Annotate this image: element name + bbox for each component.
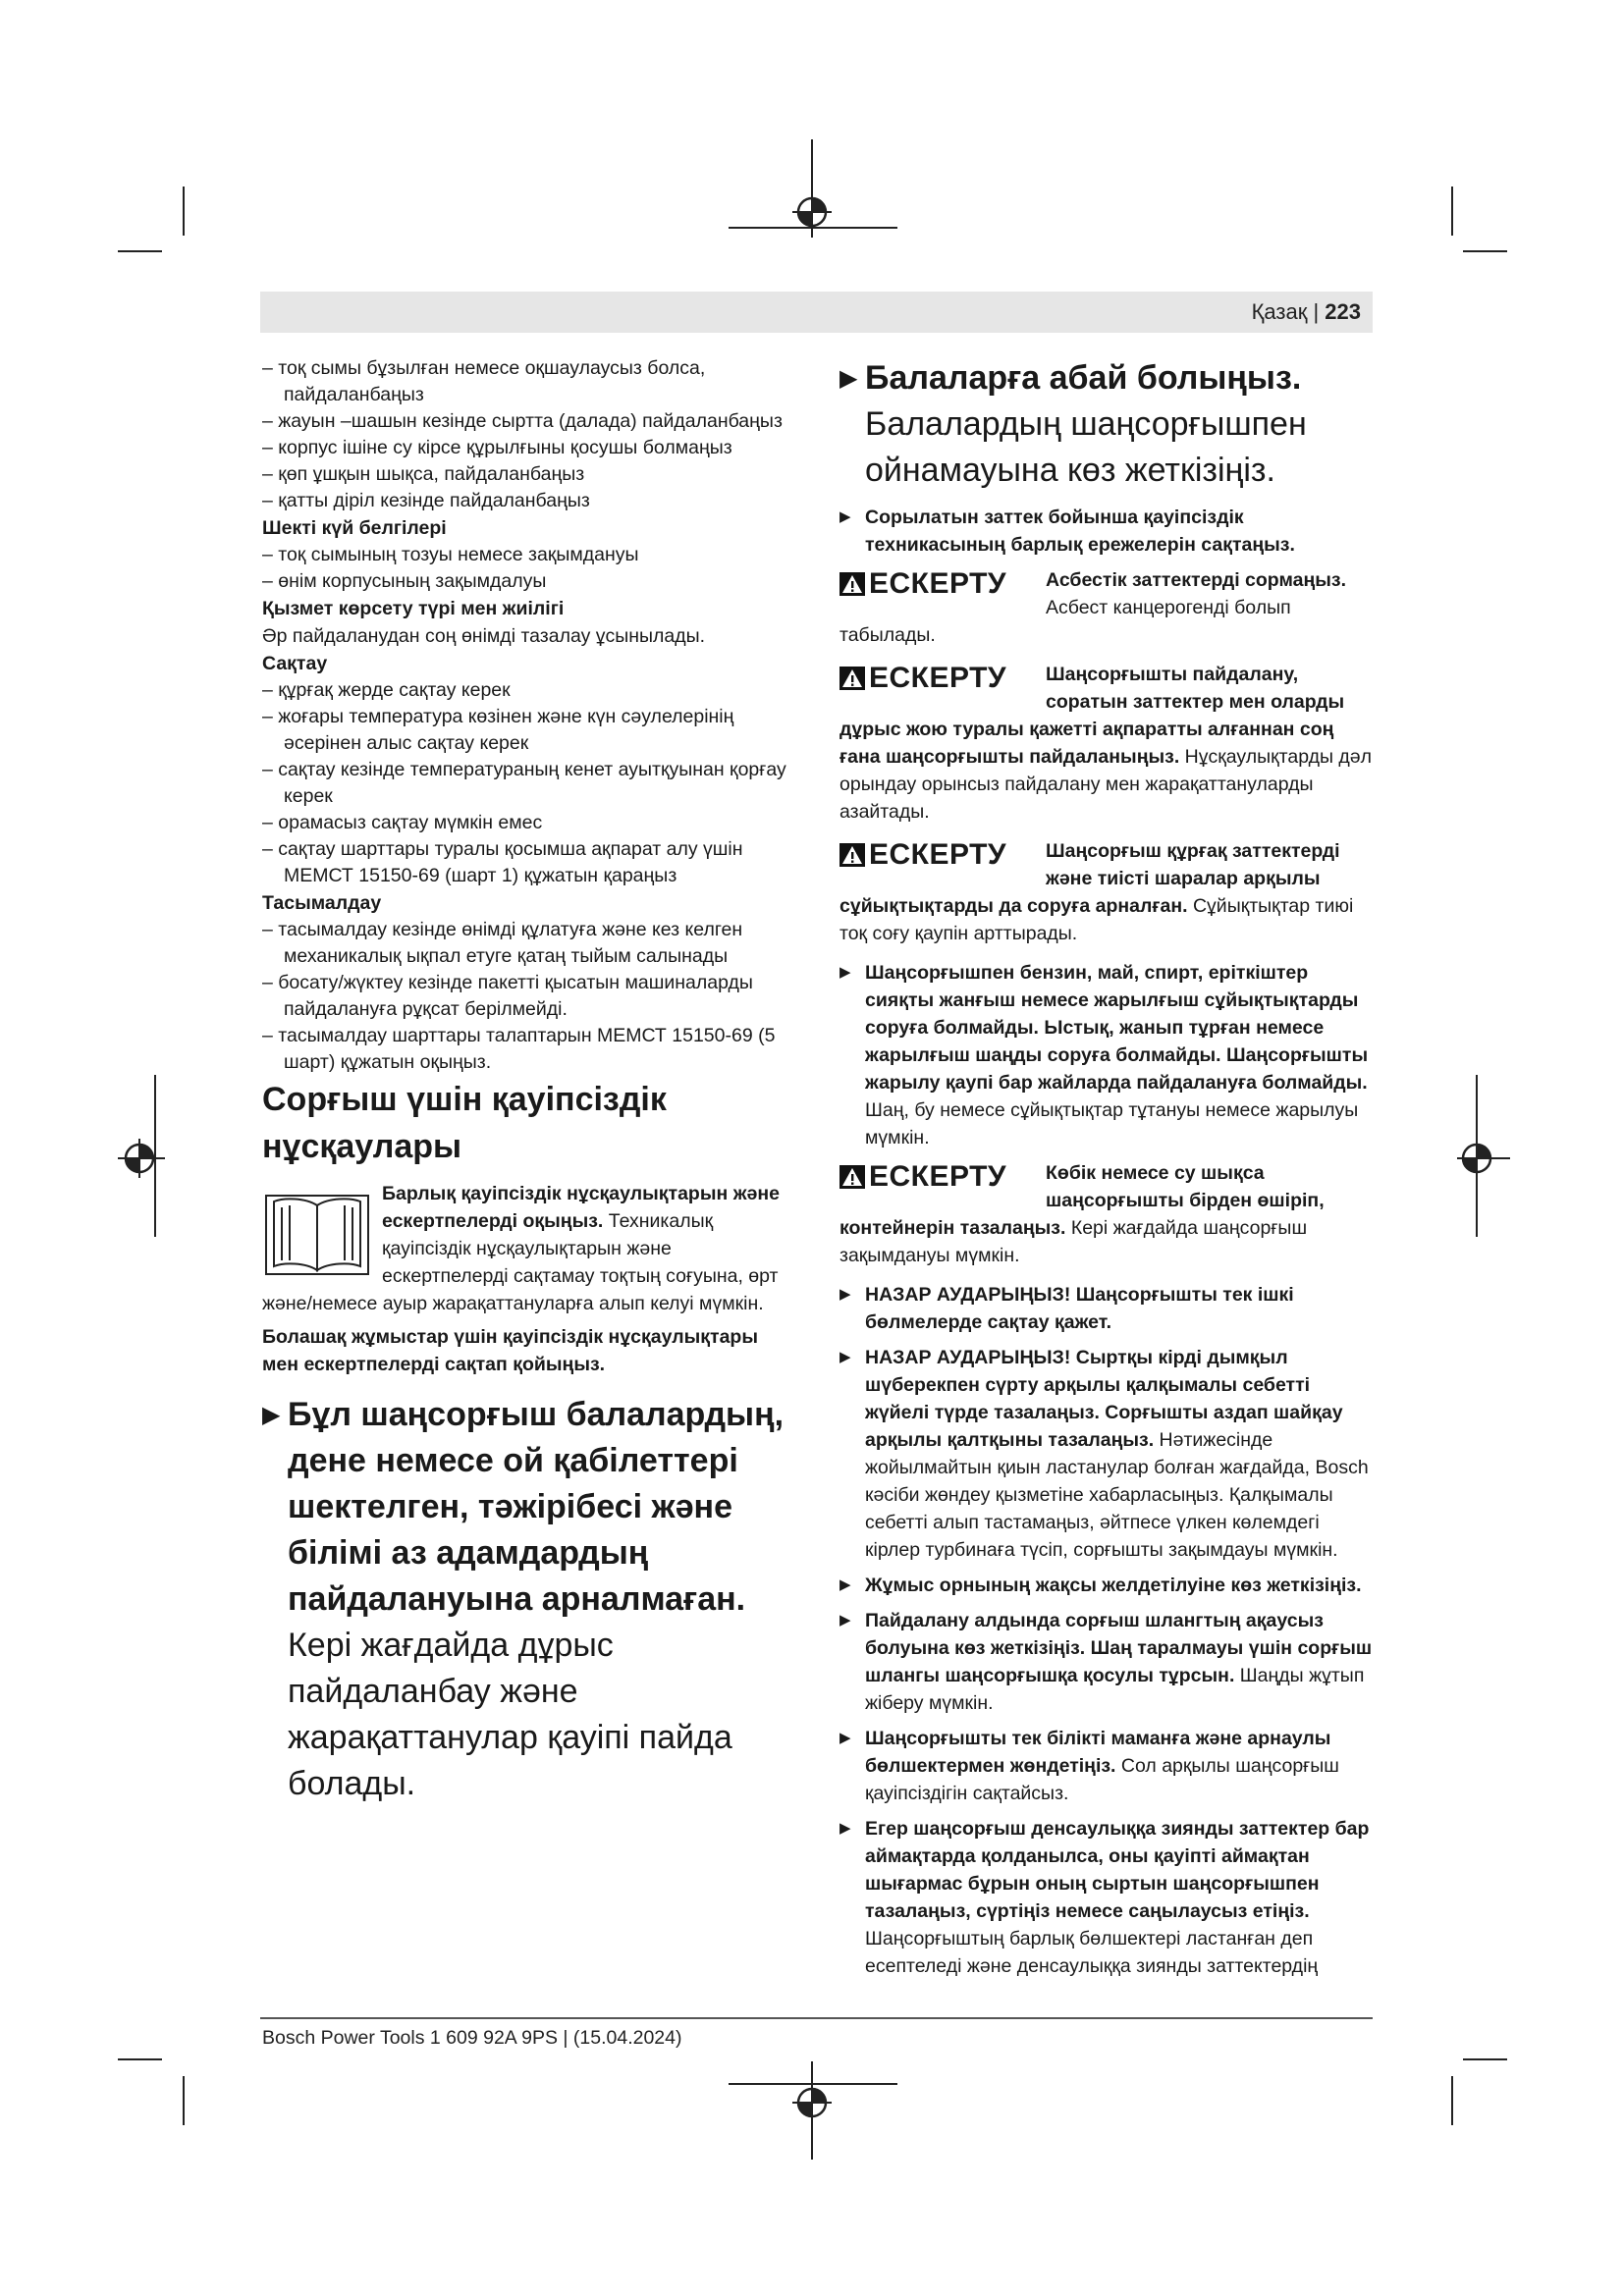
page-number: 223 (1325, 299, 1361, 324)
registration-target-icon (790, 2081, 834, 2124)
crop-mark (183, 187, 185, 236)
footer-rule (260, 2017, 1373, 2019)
crop-mark (1451, 187, 1453, 236)
warning-label: ЕСКЕРТУ (839, 661, 1046, 704)
list-item: – жауын –шашын кезінде сыртта (далада) пайдаланбаңыз (262, 410, 783, 432)
warning-triangle-icon (839, 572, 865, 596)
warning-block: ЕСКЕРТУ Шаңсорғышты пайдалану, соратын заттектер мен оларды дұрыс жою туралы қажетті ақпаратты алғаннан соң ғана шаңсорғышты пайдаланыңыз. Нұсқаулықтарды дәл орындау орынсыз пайдалану мен жарақаттануларды азайтады. (839, 662, 1373, 823)
bullet-item: ▶ Сорылатын заттек бойынша қауіпсіздік техникасының барлық ережелерін сақтаңыз. (839, 504, 1375, 559)
warning-block: ЕСКЕРТУ Көбік немесе су шықса шаңсорғышты бірден өшіріп, контейнерін тазалаңыз. Кері жағдайда шаңсорғыш зақымдануы мүмкін. (839, 1160, 1325, 1266)
list-item: – корпус ішіне су кірсе құрылғыны қосушы болмаңыз (262, 437, 732, 458)
list-item: – тасымалдау шарттары талаптарын МЕМСТ 15150-69 (5 шарт) құжатын оқыңыз. (262, 1025, 776, 1073)
section-title-limit: Шекті күй белгілері (262, 517, 447, 539)
list-item: – қөп ұшқын шықса, пайдаланбаңыз (262, 463, 585, 485)
bullet-arrow-icon: ▶ (839, 1576, 851, 1593)
registration-target-icon (118, 1137, 161, 1180)
bullet-item: ▶ Шаңсорғышты тек білікті маманға және арнаулы бөлшектермен жөндетіңіз. Сол арқылы шаңсорғыш қауіпсіздігін сақтайсыз. (839, 1725, 1375, 1807)
list-item: – жоғары температура көзінен және күн сәулелерінің әсерінен алыс сақтау керек (262, 706, 734, 754)
bullet-arrow-icon: ▶ (839, 508, 851, 525)
footer-text: Bosch Power Tools 1 609 92A 9PS | (15.04.2024) (262, 2027, 682, 2049)
warning-label: ЕСКЕРТУ (839, 837, 1046, 881)
bullet-arrow-icon: ▶ (839, 1286, 851, 1303)
crop-mark (1451, 2076, 1453, 2125)
children-warning-text: Балалардың шаңсорғышпен ойнамауына көз жеткізіңіз. (865, 405, 1307, 489)
registration-target-icon (790, 190, 834, 234)
right-column (839, 355, 1375, 1988)
list-item: – өнім корпусының зақымдалуы (262, 570, 547, 592)
warning-label: ЕСКЕРТУ (839, 566, 1046, 610)
service-text: Әр пайдаланудан соң өнімді тазалау ұсынылады. (262, 625, 706, 647)
bullet-arrow-icon: ▶ (839, 1730, 851, 1746)
bullet-item: ▶ Шаңсорғышпен бензин, май, спирт, еріткіштер сияқты жанғыш немесе жарылғыш сұйықтықтарды соруға болмайды. Ыстық, жанып тұрған немесе жарылғыш шаңды соруға болмайды. Шаңсорғышты жарылу қаупі бар жайларда пайдалануға болмайды. Шаң, бу немесе сұйықтықтар тұтануы немесе жарылуы мүмкін. (839, 959, 1375, 1151)
list-item: – орамасыз сақтау мүмкін емес (262, 812, 543, 833)
bullet-arrow-icon: ▶ (839, 1820, 851, 1837)
registration-target-icon (1455, 1137, 1498, 1180)
list-item: – тоқ сымы бұзылған немесе оқшаулаусыз болса, пайдаланбаңыз (262, 357, 706, 405)
warning-block: ЕСКЕРТУ Асбестік заттектерді сормаңыз. Асбест канцерогенді болып табылады. (839, 567, 1347, 646)
header-separator: | (1307, 299, 1326, 324)
list-item: – тасымалдау кезінде өнімді құлатуға және кез келген механикалық ықпал етуге қатаң тыйым салынады (262, 919, 743, 967)
section-title-storage: Сақтау (262, 653, 328, 674)
crop-mark (1463, 2058, 1507, 2060)
crop-mark (183, 2076, 185, 2125)
children-warning-bullet: ▶ Балаларға абай болыңыз. Балалардың шаңсорғышпен ойнамауына көз жеткізіңіз. (839, 355, 1375, 494)
crop-mark (118, 250, 162, 252)
warning-triangle-icon (839, 843, 865, 867)
read-instructions-text: Барлық қауіпсіздік нұсқаулықтарын және ескертпелерді оқыңыз. Техникалық қауіпсіздік нұсқаулықтарын және ескертпелерді сақтамау тоқтың соғуына, өрт және/немесе ауыр жарақаттануларға алып келуі мүмкін. (262, 1183, 780, 1314)
list-item: – сақтау шарттары туралы қосымша ақпарат алу үшін МЕМСТ 15150-69 (шарт 1) құжатын қараңыз (262, 838, 743, 886)
left-column (262, 355, 797, 1807)
language-section: Қазақ (1251, 299, 1308, 324)
children-restriction-bullet: ▶ Бұл шаңсорғыш балалардың, дене немесе ой қабілеттері шектелген, тәжірібесі және білімі аз адамдардың пайдалануына арналмаған. Кері жағдайда дұрыс пайдаланбау және жарақаттанулар қауіпі пайда болады. (262, 1392, 797, 1807)
list-item: – сақтау кезінде температураның кенет ауытқуынан қорғау керек (262, 759, 786, 807)
crop-mark (1463, 250, 1507, 252)
bullet-item: ▶ Жұмыс орнының жақсы желдетілуіне көз жеткізіңіз. (839, 1572, 1375, 1599)
list-item: – босату/жүктеу кезінде пакетті қысатын машиналарды пайдалануға рұқсат берілмейді. (262, 972, 753, 1020)
header-label (1252, 299, 1361, 325)
warning-block: ЕСКЕРТУ Шаңсорғыш құрғақ заттектерді және тиісті шаралар арқылы сұйықтықтарды да соруға арналған. Сұйықтықтар тиюі тоқ соғу қаупін арттырады. (839, 838, 1354, 944)
book-icon (262, 1184, 372, 1282)
bullet-item: ▶ НАЗАР АУДАРЫҢЫЗ! Сыртқы кірді дымқыл шүберекпен сүрту арқылы қалқымалы себетті жүйелі түрде тазалаңыз. Сорғышты аздап шайқау арқылы қалтқыны тазалаңыз. Нәтижесінде жойылмайтын қиын ластанулар болған жағдайда, Bosch кәсіби жөндеу қызметіне хабарласыңыз. Қалқымалы себетті алып тастамаңыз, әйтпесе үлкен көлемдегі кірлер турбинаға түсіп, сорғышты зақымдауы мүмкін. (839, 1344, 1375, 1564)
warning-triangle-icon (839, 1165, 865, 1189)
bullet-item: ▶ Пайдалану алдында сорғыш шлангтың ақаусыз болуына көз жеткізіңіз. Шаң таралмауы үшін сорғыш шлангы шаңсорғышқа қосулы тұрсын. Шаңды жұтып жіберу мүмкін. (839, 1607, 1375, 1717)
warning-triangle-icon (839, 667, 865, 690)
bullet-arrow-icon: ▶ (262, 1402, 281, 1428)
bullet-arrow-icon: ▶ (839, 964, 851, 981)
page-header (260, 292, 1373, 333)
list-item: – тоқ сымының тозуы немесе зақымдануы (262, 544, 639, 565)
bullet-item: ▶ НАЗАР АУДАРЫҢЫЗ! Шаңсорғышты тек ішкі бөлмелерде сақтау қажет. (839, 1281, 1375, 1336)
bullet-arrow-icon: ▶ (839, 1612, 851, 1629)
keep-instructions: Болашақ жұмыстар үшін қауіпсіздік нұсқаулықтары мен ескертпелерді сақтап қойыңыз. (262, 1326, 758, 1375)
list-item: – қатты діріл кезінде пайдаланбаңыз (262, 490, 590, 511)
warning-label: ЕСКЕРТУ (839, 1159, 1046, 1202)
bullet-arrow-icon: ▶ (839, 1349, 851, 1365)
safety-heading: Сорғыш үшін қауіпсіздік нұсқаулары (262, 1081, 667, 1165)
bullet-item: ▶ Егер шаңсорғыш денсаулыққа зиянды заттектер бар аймақтарда қолданылса, оны қауіпті аймақтан шығармас бұрын оның сыртын шаңсорғышпен тазалаңыз, сүртіңіз немесе саңылаусыз етіңіз. Шаңсорғыштың барлық бөлшектері ластанған деп есептеледі және денсаулыққа зиянды заттектердің (839, 1815, 1375, 1980)
bullet-arrow-icon: ▶ (839, 365, 858, 392)
section-title-service: Қызмет көрсету түрі мен жиілігі (262, 598, 565, 619)
read-instructions-block (262, 1180, 797, 1317)
section-title-transport: Тасымалдау (262, 892, 382, 914)
crop-mark (118, 2058, 162, 2060)
list-item: – құрғақ жерде сақтау керек (262, 679, 511, 701)
